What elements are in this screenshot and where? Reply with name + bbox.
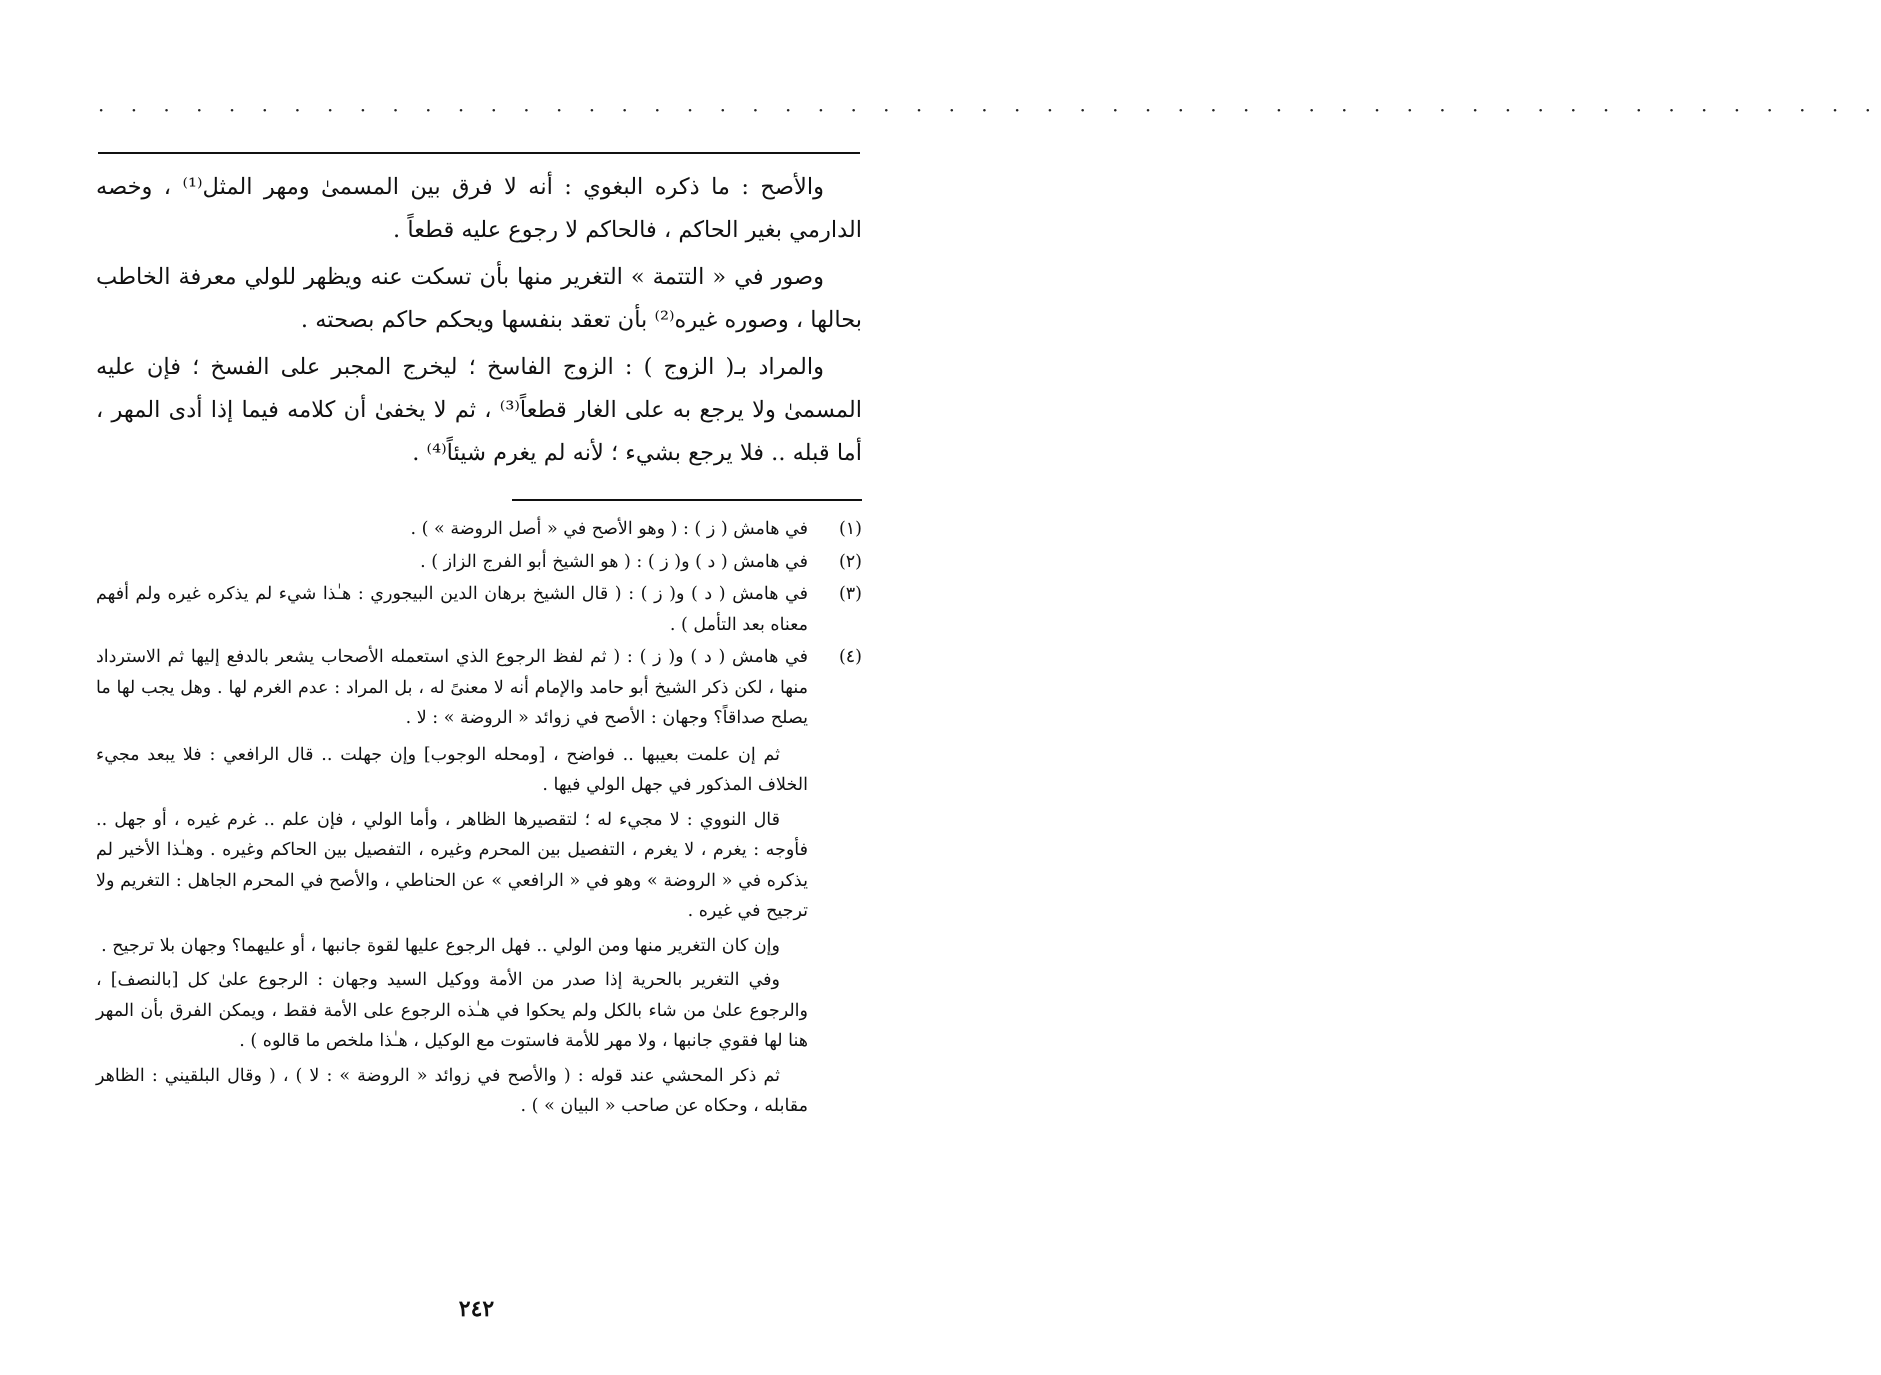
footnote-text: في هامش ( د ) و( ز ) : ( هو الشيخ أبو الفرج الزاز ) .: [420, 551, 808, 572]
footnote-number: (٤): [838, 647, 862, 667]
main-text: [96, 166, 862, 479]
footnote-separator: [512, 499, 862, 501]
header-rule: [98, 152, 860, 154]
footnote-number: (٣): [838, 584, 862, 604]
footnote-text: في هامش ( د ) و( ز ) : ( ثم لفظ الرجوع الذي استعمله الأصحاب يشعر بالدفع إليها ثم الاسترداد منها ، لكن ذكر الشيخ أبو حامد والإمام أنه لا معنىً له ، بل المراد : عدم الغرم لها . وهل يجب لها ما يصلح صداقاً؟ وجهان : الأصح في زوائد « الروضة » : لا .: [96, 647, 808, 728]
footnote-paragraph: ثم ذكر المحشي عند قوله : ( والأصح في زوائد « الروضة » : لا ) ، ( وقال البلقيني : الظاهر مقابله ، وحكاه عن صاحب « البيان » ) .: [96, 1065, 808, 1116]
footnote-paragraph: قال النووي : لا مجيء له ؛ لتقصيرها الظاهر ، وأما الولي ، فإن علم .. غرم غيره ، أو جهل .. فأوجه : يغرم ، لا يغرم ، التفصيل بين المحرم وغيره ، التفصيل بين الحاكم وغيره . وهـٰذا الأخير لم يذكره في « الروضة » وهو في « الرافعي » عن الحناطي ، والأصح في المحرم الجاهل : التغريم ولا ترجيح في غيره .: [96, 809, 808, 921]
main-paragraph-2: وصور في « التتمة » التغرير منها بأن تسكت عنه ويظهر للولي معرفة الخاطب بحالها ، وصوره غيره⁽²⁾ بأن تعقد بنفسها ويحكم حاكم بصحته .: [96, 264, 862, 333]
footnote-paragraph: ثم إن علمت بعيبها .. فواضح ، [ومحله الوجوب] وإن جهلت .. قال الرافعي : فلا يبعد مجيء الخلاف المذكور في جهل الولي فيها .: [96, 744, 808, 795]
footnote-paragraph: وإن كان التغرير منها ومن الولي .. فهل الرجوع عليها لقوة جانبها ، أو عليهما؟ وجهان بلا ترجيح .: [101, 935, 780, 956]
footnote-text: في هامش ( د ) و( ز ) : ( قال الشيخ برهان الدين البيجوري : هـٰذا شيء لم يذكره غيره ولم أفهم معناه بعد التأمل ) .: [96, 584, 808, 635]
footnotes: [96, 514, 862, 1126]
footnote-4: [96, 642, 862, 738]
footnote-1: [96, 514, 862, 545]
footnote-body: [96, 642, 808, 738]
footnote-3: [96, 579, 862, 640]
footnote-number: (١): [838, 519, 862, 539]
header-dotted-line: · · · · · · · · · · · · · · · · · · · · · · · · · · · · · · · · · · · · · · · · · · · · · · · · · · · · · · ·: [98, 98, 1881, 122]
main-paragraph-3: والمراد بـ( الزوج ) : الزوج الفاسخ ؛ ليخرج المجبر على الفسخ ؛ فإن عليه المسمىٰ ولا يرجع به على الغار قطعاً⁽³⁾ ، ثم لا يخفىٰ أن كلامه فيما إذا أدى المهر ، أما قبله .. فلا يرجع بشيء ؛ لأنه لم يغرم شيئاً⁽⁴⁾ .: [96, 354, 863, 466]
footnote-4-continuation: [96, 740, 808, 1122]
footnote-2: [96, 547, 862, 578]
main-paragraph-1: والأصح : ما ذكره البغوي : أنه لا فرق بين المسمىٰ ومهر المثل⁽¹⁾ ، وخصه الدارمي بغير الحاكم ، فالحاكم لا رجوع عليه قطعاً .: [96, 174, 862, 243]
footnote-number: (٢): [838, 551, 862, 572]
page-number: ٢٤٢: [458, 1296, 495, 1322]
footnote-text: في هامش ( ز ) : ( وهو الأصح في « أصل الروضة » ) .: [410, 519, 808, 539]
footnote-paragraph: وفي التغرير بالحرية إذا صدر من الأمة ووكيل السيد وجهان : الرجوع علىٰ كل [بالنصف] ، والرجوع علىٰ من شاء بالكل ولم يحكوا في هـٰذه الرجوع على الأمة فقط ، ويمكن الفرق بأن المهر هنا لها فقوي جانبها ، ولا مهر للأمة فاستوت مع الوكيل ، هـٰذا ملخص ما قالوه ) .: [96, 970, 808, 1051]
